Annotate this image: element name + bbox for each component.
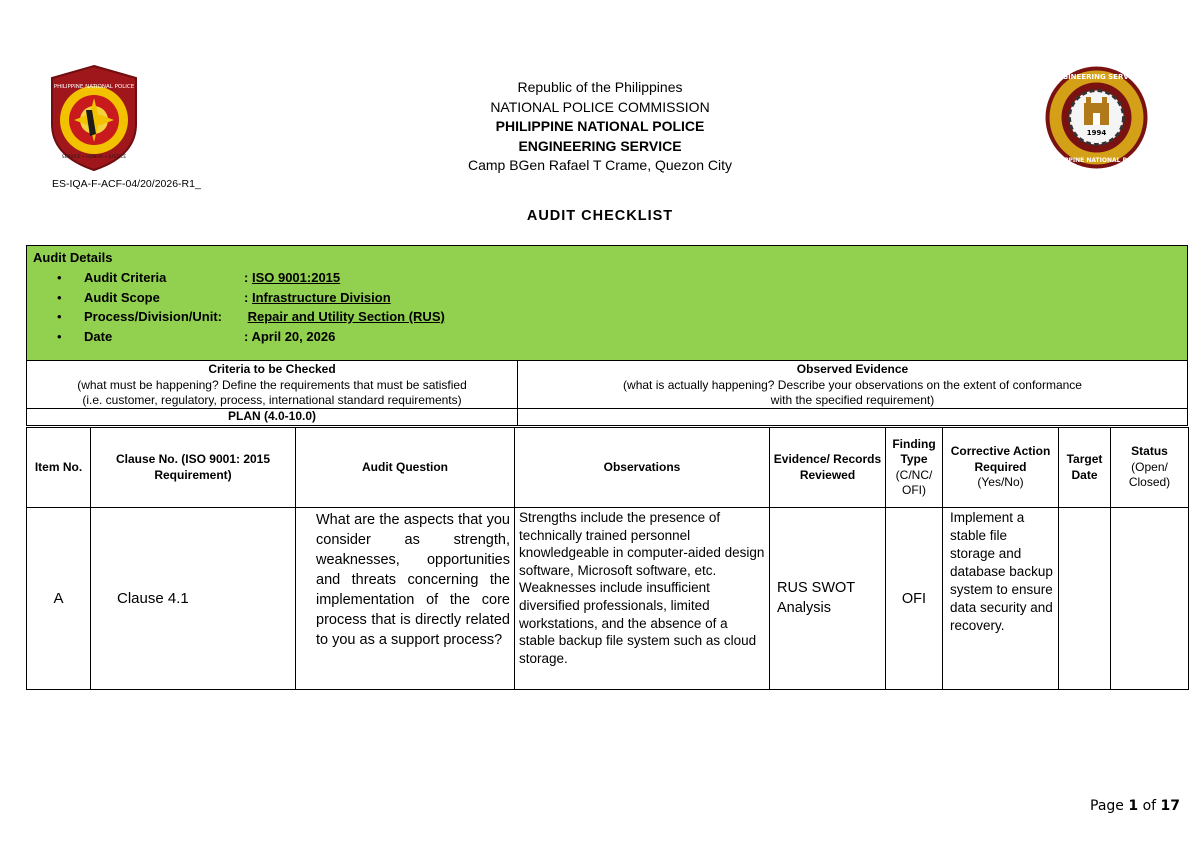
row-item: A xyxy=(27,508,91,690)
evidence-desc-1: (what is actually happening? Describe your observations on the extent of conformance xyxy=(623,377,1082,392)
header-engineering-service: ENGINEERING SERVICE xyxy=(518,137,682,154)
audit-details-list xyxy=(57,268,445,346)
row-target xyxy=(1059,508,1111,690)
audit-details-heading: Audit Details xyxy=(33,250,113,265)
col-evidence: Evidence/ Records Reviewed xyxy=(770,428,886,508)
header-republic: Republic of the Philippines xyxy=(517,79,683,95)
criteria-desc-1: (what must be happening? Define the requirements that must be satisfied xyxy=(77,377,467,392)
col-status xyxy=(1111,428,1189,508)
page-total: 17 xyxy=(1160,798,1180,814)
of-word: of xyxy=(1142,798,1157,814)
header-address: Camp BGen Rafael T Crame, Quezon City xyxy=(467,157,733,173)
plan-label: PLAN (4.0-10.0) xyxy=(26,409,518,426)
row-question: What are the aspects that you consider as strength, weaknesses, opportunities and threats concerning the implementation of the core process that is directly related to you as a support process? xyxy=(296,508,515,690)
audit-date-value: April 20, 2026 xyxy=(251,328,336,344)
row-corrective: Implement a stable file storage and database backup system to ensure data security and recovery. xyxy=(943,508,1059,690)
audit-scope-label: Audit Scope xyxy=(84,289,160,305)
col-status-label: Status xyxy=(1131,444,1168,459)
audit-date-label: Date xyxy=(84,328,113,344)
audit-scope-value: Infrastructure Division xyxy=(251,289,391,305)
criteria-desc-2: (i.e. customer, regulatory, process, international standard requirements) xyxy=(82,393,462,407)
audit-details-box xyxy=(26,245,1188,361)
row-evidence: RUS SWOT Analysis xyxy=(770,508,886,690)
row-status xyxy=(1111,508,1189,690)
col-item: Item No. xyxy=(27,428,91,508)
logo-left-text-bottom: SERVICE • HONOR • JUSTICE xyxy=(61,155,127,160)
logo-right-year: 1994 xyxy=(1086,129,1107,137)
page-title: AUDIT CHECKLIST xyxy=(526,208,674,224)
document-reference: ES-IQA-F-ACF-04/20/2026-R1_ xyxy=(52,178,201,190)
letterhead xyxy=(0,78,1200,176)
audit-criteria-item: • Audit Criteria : ISO 9001:2015 xyxy=(57,268,445,288)
criteria-header xyxy=(26,361,518,409)
col-corrective-label: Corrective Action Required xyxy=(950,444,1051,474)
logo-right-text-bottom: PHILIPPINE NATIONAL POLICE xyxy=(1046,157,1147,164)
audit-process-label: Process/Division/Unit: xyxy=(84,309,222,324)
audit-criteria-value: ISO 9001:2015 xyxy=(251,270,341,285)
evidence-title: Observed Evidence xyxy=(796,362,909,376)
col-observations: Observations xyxy=(515,428,770,508)
audit-scope-item: • Audit Scope : Infrastructure Division xyxy=(57,288,445,308)
table-row xyxy=(27,508,1189,690)
header-pnp: PHILIPPINE NATIONAL POLICE xyxy=(495,118,705,134)
header-napolcom: NATIONAL POLICE COMMISSION xyxy=(490,98,710,115)
audit-date-item: • Date : April 20, 2026 xyxy=(57,327,445,347)
col-finding xyxy=(886,428,943,508)
col-corrective xyxy=(943,428,1059,508)
row-finding: OFI xyxy=(886,508,943,690)
evidence-header xyxy=(517,361,1188,409)
row-observations: Strengths include the presence of technically trained personnel knowledgeable in computer-aided design software, Microsoft software, etc. Weaknesses include insufficient diversified professionals, limited workstations, and the absence of a stable backup file system such as cloud storage. xyxy=(515,508,770,690)
table-header-row xyxy=(27,428,1189,508)
page-current: 1 xyxy=(1128,798,1139,814)
audit-process-item xyxy=(57,307,445,327)
row-clause: Clause 4.1 xyxy=(91,508,296,690)
page-number xyxy=(1090,798,1180,814)
criteria-title: Criteria to be Checked xyxy=(208,362,336,376)
col-target: Target Date xyxy=(1059,428,1111,508)
logo-right-text-top: ENGINEERING SERVICE xyxy=(1051,73,1142,81)
audit-criteria-label: Audit Criteria xyxy=(84,270,167,285)
col-corrective-sub: (Yes/No) xyxy=(977,475,1024,490)
col-clause: Clause No. (ISO 9001: 2015 Requirement) xyxy=(91,428,296,508)
logo-left-text-top: PHILIPPINE NATIONAL POLICE xyxy=(53,84,135,90)
plan-empty-cell xyxy=(517,409,1188,426)
col-question: Audit Question xyxy=(296,428,515,508)
col-status-sub: (Open/ Closed) xyxy=(1128,459,1171,490)
evidence-desc-2: with the specified requirement) xyxy=(770,393,935,407)
audit-table xyxy=(26,427,1189,690)
page-word: Page xyxy=(1090,798,1124,814)
audit-process-value: Repair and Utility Section (RUS) xyxy=(247,309,445,324)
col-finding-sub: (C/NC/ OFI) xyxy=(895,467,933,497)
col-finding-label: Finding Type xyxy=(892,436,936,466)
